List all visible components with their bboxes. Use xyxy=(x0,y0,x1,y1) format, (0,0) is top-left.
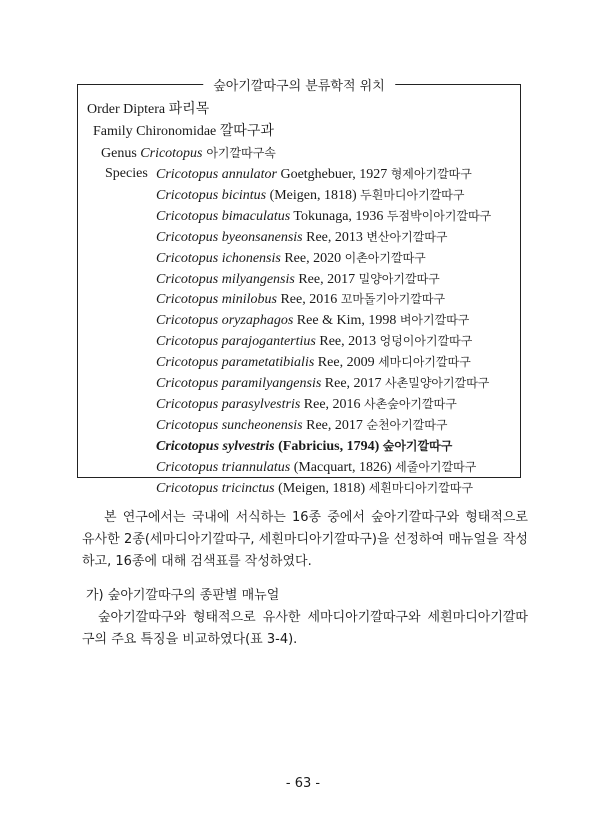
species-row xyxy=(156,396,457,413)
order-line xyxy=(87,102,209,118)
species-author: Ree, 2013 xyxy=(302,229,367,245)
genus-prefix: Genus xyxy=(101,146,141,161)
species-row xyxy=(156,480,473,497)
section-heading: 가) 숲아기깔따구의 종판별 매뉴얼 xyxy=(86,588,280,603)
species-korean-name: 형제아기깔따구 xyxy=(390,167,472,181)
species-scientific-name: Cricotopus bimaculatus xyxy=(156,208,291,224)
species-korean-name: 이촌아기깔따구 xyxy=(344,250,426,265)
species-korean-name: 벼아기깔따구 xyxy=(399,313,470,328)
species-row xyxy=(156,229,448,246)
species-author: (Fabricius, 1794) xyxy=(274,438,383,454)
paragraph-1: 본 연구에서는 국내에 서식하는 16종 중에서 숲아기깔따구와 형태적으로 유사한 2종(세마디아기깔따구, 세흰마디아기깔따구)을 선정하여 매뉴얼을 작성하고, 16종에 대해 검색표를 작성하였다. xyxy=(82,510,528,569)
species-row xyxy=(156,354,471,371)
genus-line xyxy=(101,145,276,162)
species-author: Ree & Kim, 1998 xyxy=(293,313,400,329)
family-line xyxy=(93,124,274,140)
species-korean-name: 밀양아기깔따구 xyxy=(358,271,440,286)
species-author: (Macquart, 1826) xyxy=(290,459,396,475)
species-row xyxy=(156,312,469,329)
species-author: Ree, 2017 xyxy=(321,376,386,391)
species-author: Ree, 2016 xyxy=(300,396,365,412)
species-korean-name: 숲아기깔따구 xyxy=(382,438,453,453)
species-author: Ree, 2017 xyxy=(294,271,359,287)
species-row xyxy=(156,375,489,392)
species-korean-name: 세마디아기깔따구 xyxy=(378,355,471,370)
species-scientific-name: Cricotopus tricinctus xyxy=(156,480,275,496)
species-scientific-name: Cricotopus annulator xyxy=(156,167,277,182)
box-title: 숲아기깔따구의 분류학적 위치 xyxy=(203,75,395,94)
genus-kr: 아기깔따구속 xyxy=(202,146,276,160)
species-author: Ree, 2013 xyxy=(315,334,380,350)
species-row xyxy=(156,187,465,204)
species-prefix-line xyxy=(105,166,148,182)
species-scientific-name: Cricotopus byeonsanensis xyxy=(156,229,303,245)
species-korean-name: 세흰마디아기깔따구 xyxy=(368,480,474,495)
species-scientific-name: Cricotopus triannulatus xyxy=(156,459,291,475)
species-row xyxy=(156,438,452,455)
species-row xyxy=(156,459,476,476)
species-korean-name: 변산아기깔따구 xyxy=(366,229,448,244)
species-korean-name: 세줄아기깔따구 xyxy=(395,459,477,474)
species-scientific-name: Cricotopus bicintus xyxy=(156,187,267,203)
species-prefix: Species xyxy=(105,166,148,181)
species-row xyxy=(156,208,491,225)
species-scientific-name: Cricotopus ichonensis xyxy=(156,250,281,266)
species-row xyxy=(156,166,472,183)
species-row xyxy=(156,291,445,308)
species-author: Ree, 2020 xyxy=(280,250,345,266)
species-scientific-name: Cricotopus parasylvestris xyxy=(156,396,301,412)
species-row xyxy=(156,417,448,434)
species-row xyxy=(156,333,472,350)
page-number: - 63 - xyxy=(285,776,321,791)
family-text: Family Chironomidae 깔따구과 xyxy=(93,124,274,139)
species-scientific-name: Cricotopus minilobus xyxy=(156,292,277,308)
species-row xyxy=(156,271,440,288)
species-author: (Meigen, 1818) xyxy=(274,480,369,496)
species-author: Ree, 2009 xyxy=(314,355,379,371)
species-scientific-name: Cricotopus parajogantertius xyxy=(156,334,316,350)
species-scientific-name: Cricotopus paramilyangensis xyxy=(156,376,322,391)
species-korean-name: 꼬마돌기아기깔따구 xyxy=(340,292,446,307)
species-author: Tokunaga, 1936 xyxy=(290,208,387,224)
species-korean-name: 사촌숲아기깔따구 xyxy=(364,396,457,411)
species-author: Ree, 2016 xyxy=(276,292,341,308)
species-author: Goetghebuer, 1927 xyxy=(276,167,391,182)
species-author: Ree, 2017 xyxy=(302,417,367,433)
species-scientific-name: Cricotopus milyangensis xyxy=(156,271,295,287)
order-text: Order Diptera 파리목 xyxy=(87,102,210,117)
species-korean-name: 두흰마디아기깔따구 xyxy=(360,187,465,202)
species-korean-name: 두점박이아기깔따구 xyxy=(386,208,492,223)
species-row xyxy=(156,250,426,267)
genus-name: Cricotopus xyxy=(140,146,203,161)
species-korean-name: 사촌밀양아기깔따구 xyxy=(385,376,490,390)
species-korean-name: 엉덩이아기깔따구 xyxy=(379,334,473,349)
species-author: (Meigen, 1818) xyxy=(266,187,361,203)
species-scientific-name: Cricotopus suncheonensis xyxy=(156,417,303,433)
species-scientific-name: Cricotopus oryzaphagos xyxy=(156,313,294,329)
species-scientific-name: Cricotopus sylvestris xyxy=(156,438,275,454)
species-scientific-name: Cricotopus parametatibialis xyxy=(156,355,315,371)
paragraph-2: 숲아기깔따구와 형태적으로 유사한 세마디아기깔따구와 세흰마디아기깔따구의 주요 특징을 비교하였다(표 3-4). xyxy=(82,610,528,647)
species-korean-name: 순천아기깔따구 xyxy=(366,417,448,432)
